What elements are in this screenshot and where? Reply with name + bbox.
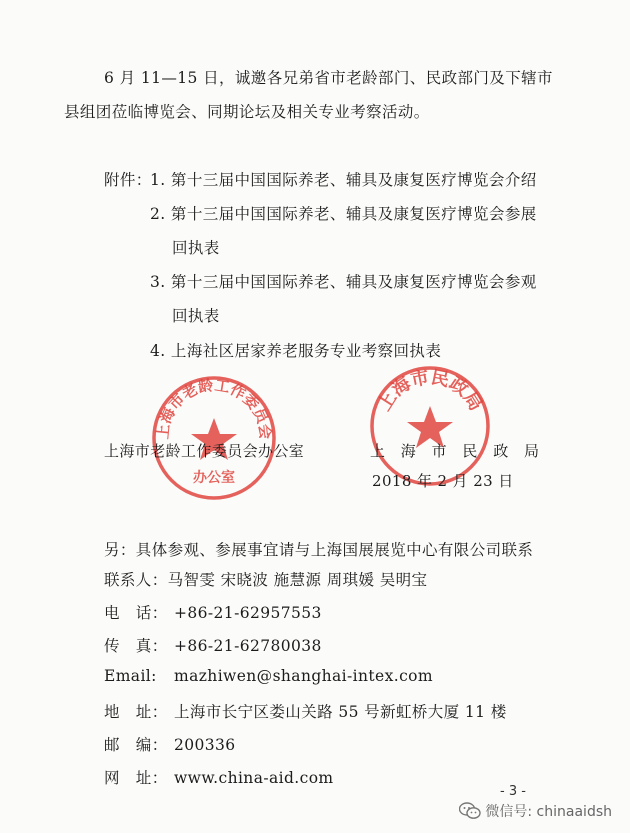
left-seal-arc-text: 上海市老龄工作委员会 xyxy=(153,376,275,440)
signature-right: 上 海 市 民 政 局 xyxy=(370,442,540,460)
intro-line-1: 6 月 11—15 日，诚邀各兄弟省市老龄部门、民政部门及下辖市 xyxy=(104,69,553,87)
wechat-watermark xyxy=(459,801,612,821)
fax-value: +86-21-62780038 xyxy=(174,637,322,655)
wechat-id-text: 微信号: chinaaidsh xyxy=(485,804,612,820)
address-label: 地 址： xyxy=(104,703,168,721)
contacts-row xyxy=(104,568,427,590)
attachment-item-1: 1. 第十三届中国国际养老、辅具及康复医疗博览会介绍 xyxy=(150,171,537,189)
address-row xyxy=(104,700,507,722)
address-value: 上海市长宁区娄山关路 55 号新虹桥大厦 11 楼 xyxy=(174,703,507,721)
email-label: Email: xyxy=(104,667,157,685)
intro-line-2: 县组团莅临博览会、同期论坛及相关专业考察活动。 xyxy=(64,103,430,121)
attachments-label: 附件： xyxy=(104,171,152,189)
attachment-item-3-cont: 回执表 xyxy=(172,307,220,325)
left-official-seal xyxy=(148,372,280,504)
wechat-icon xyxy=(459,802,481,820)
attachment-item-3: 3. 第十三届中国国际养老、辅具及康复医疗博览会参观 xyxy=(150,273,537,291)
web-value: www.china-aid.com xyxy=(174,769,334,787)
email-row xyxy=(104,667,433,685)
attachment-item-2-cont: 回执表 xyxy=(172,239,220,257)
web-row xyxy=(104,766,334,788)
attachment-item-4: 4. 上海社区居家养老服务专业考察回执表 xyxy=(150,342,442,360)
phone-row xyxy=(104,601,322,623)
signature-date: 2018 年 2 月 23 日 xyxy=(372,472,514,490)
phone-label: 电 话： xyxy=(104,604,168,622)
attachment-item-2: 2. 第十三届中国国际养老、辅具及康复医疗博览会参展 xyxy=(150,205,537,223)
zip-row xyxy=(104,733,236,755)
signature-left: 上海市老龄工作委员会办公室 xyxy=(104,442,305,460)
left-seal-bottom-text: 办公室 xyxy=(193,470,235,486)
zip-value: 200336 xyxy=(174,736,236,754)
page-number: - 3 - xyxy=(500,784,526,799)
email-value: mazhiwen@shanghai-intex.com xyxy=(174,667,433,685)
right-seal-arc-text: 上海市民政局 xyxy=(373,366,487,415)
fax-row xyxy=(104,634,322,656)
contacts-label: 联系人： xyxy=(104,571,168,589)
web-label: 网 址： xyxy=(104,769,168,787)
contact-note: 另：具体参观、参展事宜请与上海国展展览中心有限公司联系 xyxy=(104,541,534,559)
phone-value: +86-21-62957553 xyxy=(174,604,322,622)
zip-label: 邮 编： xyxy=(104,736,168,754)
fax-label: 传 真： xyxy=(104,637,168,655)
contacts-value: 马智雯 宋晓波 施慧源 周琪媛 吴明宝 xyxy=(167,571,428,589)
